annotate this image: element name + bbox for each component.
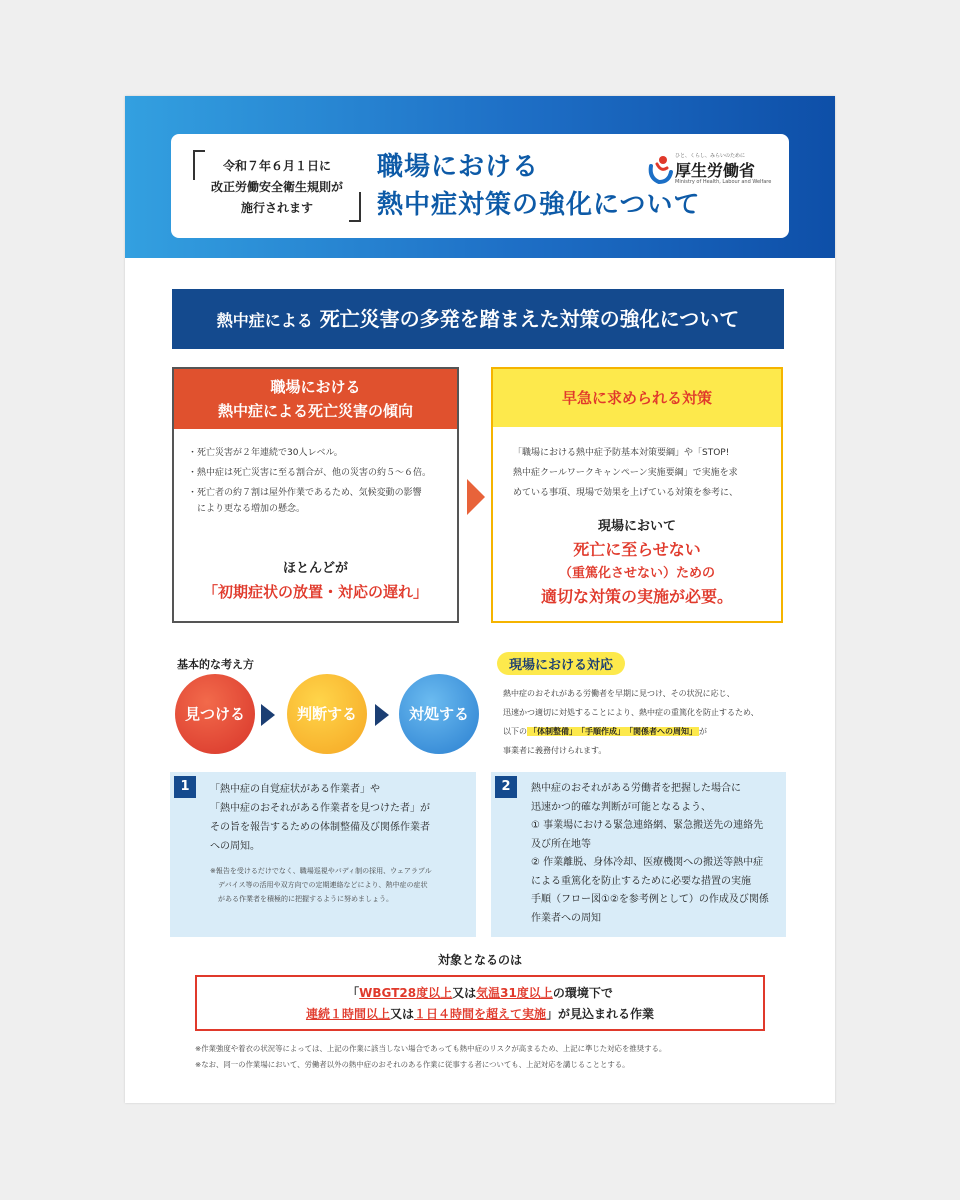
requirement-number: 1 [174,776,196,798]
condition-daily-hours: １日４時間 [413,1007,474,1021]
fatality-trend-box [172,367,459,623]
condition-continuous-hours: 連続１時間以上 [305,1007,390,1021]
footnote: ※作業強度や着衣の状況等によっては、上記の作業に該当しない場合であっても熱中症のリスクが高まるため、上記に準じた対応を推奨する。 [195,1044,667,1053]
logo-tagline: ひと、くらし、みらいのために [675,153,746,159]
trend-title [174,369,457,429]
target-text: 「 [347,986,360,1000]
enforcement-notice [193,150,361,222]
requirement-line: 及び所在地等 [531,838,591,850]
response-line [503,722,788,741]
footnote: ※なお、同一の作業場において、労働者以外の熱中症のおそれのある作業に従事する者についても、上記対応を講じることとする。 [195,1060,630,1069]
target-line [197,1004,763,1025]
target-text: 又は [389,1007,414,1021]
requirement-line: への周知。 [210,841,260,852]
arrow-right-icon [467,479,485,515]
notice-line: 改正労働安全衛生規則が [210,180,343,194]
title-line: 職場における [377,152,540,182]
trend-cause: 「初期症状の放置・対応の遅れ」 [202,583,428,601]
mhlw-emblem-icon [647,154,673,184]
highlight-system: 「体制整備」 [529,727,577,736]
response-line: 事業者に義務付けられます。 [503,746,607,755]
requirement-note: ※報告を受けるだけでなく、職場巡視やバディ制の採用、ウェアラブル [210,867,432,875]
basic-approach-title: 基本的な考え方 [177,658,254,671]
target-text: 」が見込まれる作業 [546,1007,655,1021]
target-conditions [195,975,765,1031]
onsite-response-text [503,684,788,760]
urgent-emphasis-sub: （重篤化させない）ための [558,566,715,581]
target-text: の環境下で [552,986,613,1000]
urgent-body-line: 「職場における熱中症予防基本対策要綱」や「STOP! [513,448,730,458]
requirement-note: デバイス等の活用や双方向での定期連絡などにより、熱中症の症状 [218,881,428,889]
target-line [197,983,763,1004]
trend-bullet: により更なる増加の懸念。 [188,504,306,514]
condition-temperature: 気温31度以上 [476,986,553,1000]
target-title: 対象となるのは [437,953,522,967]
trend-bullets [174,443,457,517]
trend-title-line: 職場における [270,378,361,396]
requirement-line: 「熱中症の自覚症状がある作業者」や [210,784,380,795]
requirement-line: 「熱中症のおそれがある作業者を見つけた者」が [210,803,430,814]
trend-bullet: ・死亡災害が２年連続で30人レベル。 [188,448,343,458]
urgent-title: 早急に求められる対策 [493,369,781,427]
requirement-line: 作業者への周知 [531,912,601,924]
requirement-line: その旨を報告するための体制整備及び関係作業者 [210,822,430,833]
notice-line: 施行されます [240,201,313,215]
response-line: 迅速かつ適切に対処することにより、熱中症の重篤化を防止するため、 [503,708,759,717]
highlight-procedure: 「手順作成」 [581,727,625,736]
condition-wbgt: WBGT28度以上 [359,986,453,1000]
highlight-notice: 「関係者への周知」 [629,727,697,736]
condition-exceed: を超えて実施 [474,1007,547,1021]
trend-bullet: ・死亡者の約７割は屋外作業であるため、気候変動の影響 [188,488,422,498]
step-arrow-icon [375,704,389,726]
step-find: 見つける [175,674,255,754]
requirement-line: 迅速かつ的確な判断が可能となるよう、 [531,801,711,813]
requirement-2 [491,772,786,937]
notice-line: 令和７年６月１日に [222,159,331,173]
response-text: 以下の [503,727,527,736]
urgent-site: 現場において [597,519,676,534]
urgent-emphasis: 死亡に至らせない [573,540,701,559]
header-card [171,134,789,238]
requirement-line: ② 作業離脱、身体冷却、医療機関への搬送等熱中症 [531,857,764,868]
heading-prefix: 熱中症による [216,311,313,330]
trend-title-line: 熱中症による死亡災害の傾向 [217,402,413,420]
urgent-emphasis: 適切な対策の実施が必要。 [540,587,733,606]
requirement-number: 2 [495,776,517,798]
step-arrow-icon [261,704,275,726]
requirement-line: ① 事業場における緊急連絡網、緊急搬送先の連絡先 [531,820,764,831]
step-judge: 判断する [287,674,367,754]
requirement-note: がある作業者を積極的に把握するように努めましょう。 [218,895,393,903]
mhlw-logo [647,152,777,192]
trend-summary: ほとんどが [282,561,348,576]
logo-english-name: Ministry of Health, Labour and Welfare [675,179,772,185]
urgent-body-line: 熱中症クールワークキャンペーン実施要綱」で実施を求 [513,468,738,478]
requirement-1 [170,772,476,937]
leaflet [125,96,835,1103]
trend-bullet: ・熱中症は死亡災害に至る割合が、他の災害の約５～６倍。 [188,468,432,478]
step-respond: 対処する [399,674,479,754]
urgent-measures-box [491,367,783,623]
requirement-line: 熱中症のおそれがある労働者を把握した場合に [531,783,741,794]
target-text: 又は [452,986,477,1000]
response-line: 熱中症のおそれがある労働者を早期に見つけ、その状況に応じ、 [503,689,735,698]
heading-main: 死亡災害の多発を踏まえた対策の強化について [319,307,740,331]
header-banner [125,96,835,258]
requirement-line: 手順（フロー図①②を参考例として）の作成及び関係 [531,894,769,905]
title-line: 熱中症対策の強化について [377,190,701,220]
requirement-line: による重篤化を防止するために必要な措置の実施 [531,875,751,887]
section-heading [172,289,784,349]
urgent-body-line: めている事項、現場で効果を上げている対策を参考に、 [513,488,739,498]
response-text: が [699,727,707,736]
logo-name: 厚生労働省 [675,161,756,180]
onsite-response-label: 現場における対応 [497,652,625,675]
